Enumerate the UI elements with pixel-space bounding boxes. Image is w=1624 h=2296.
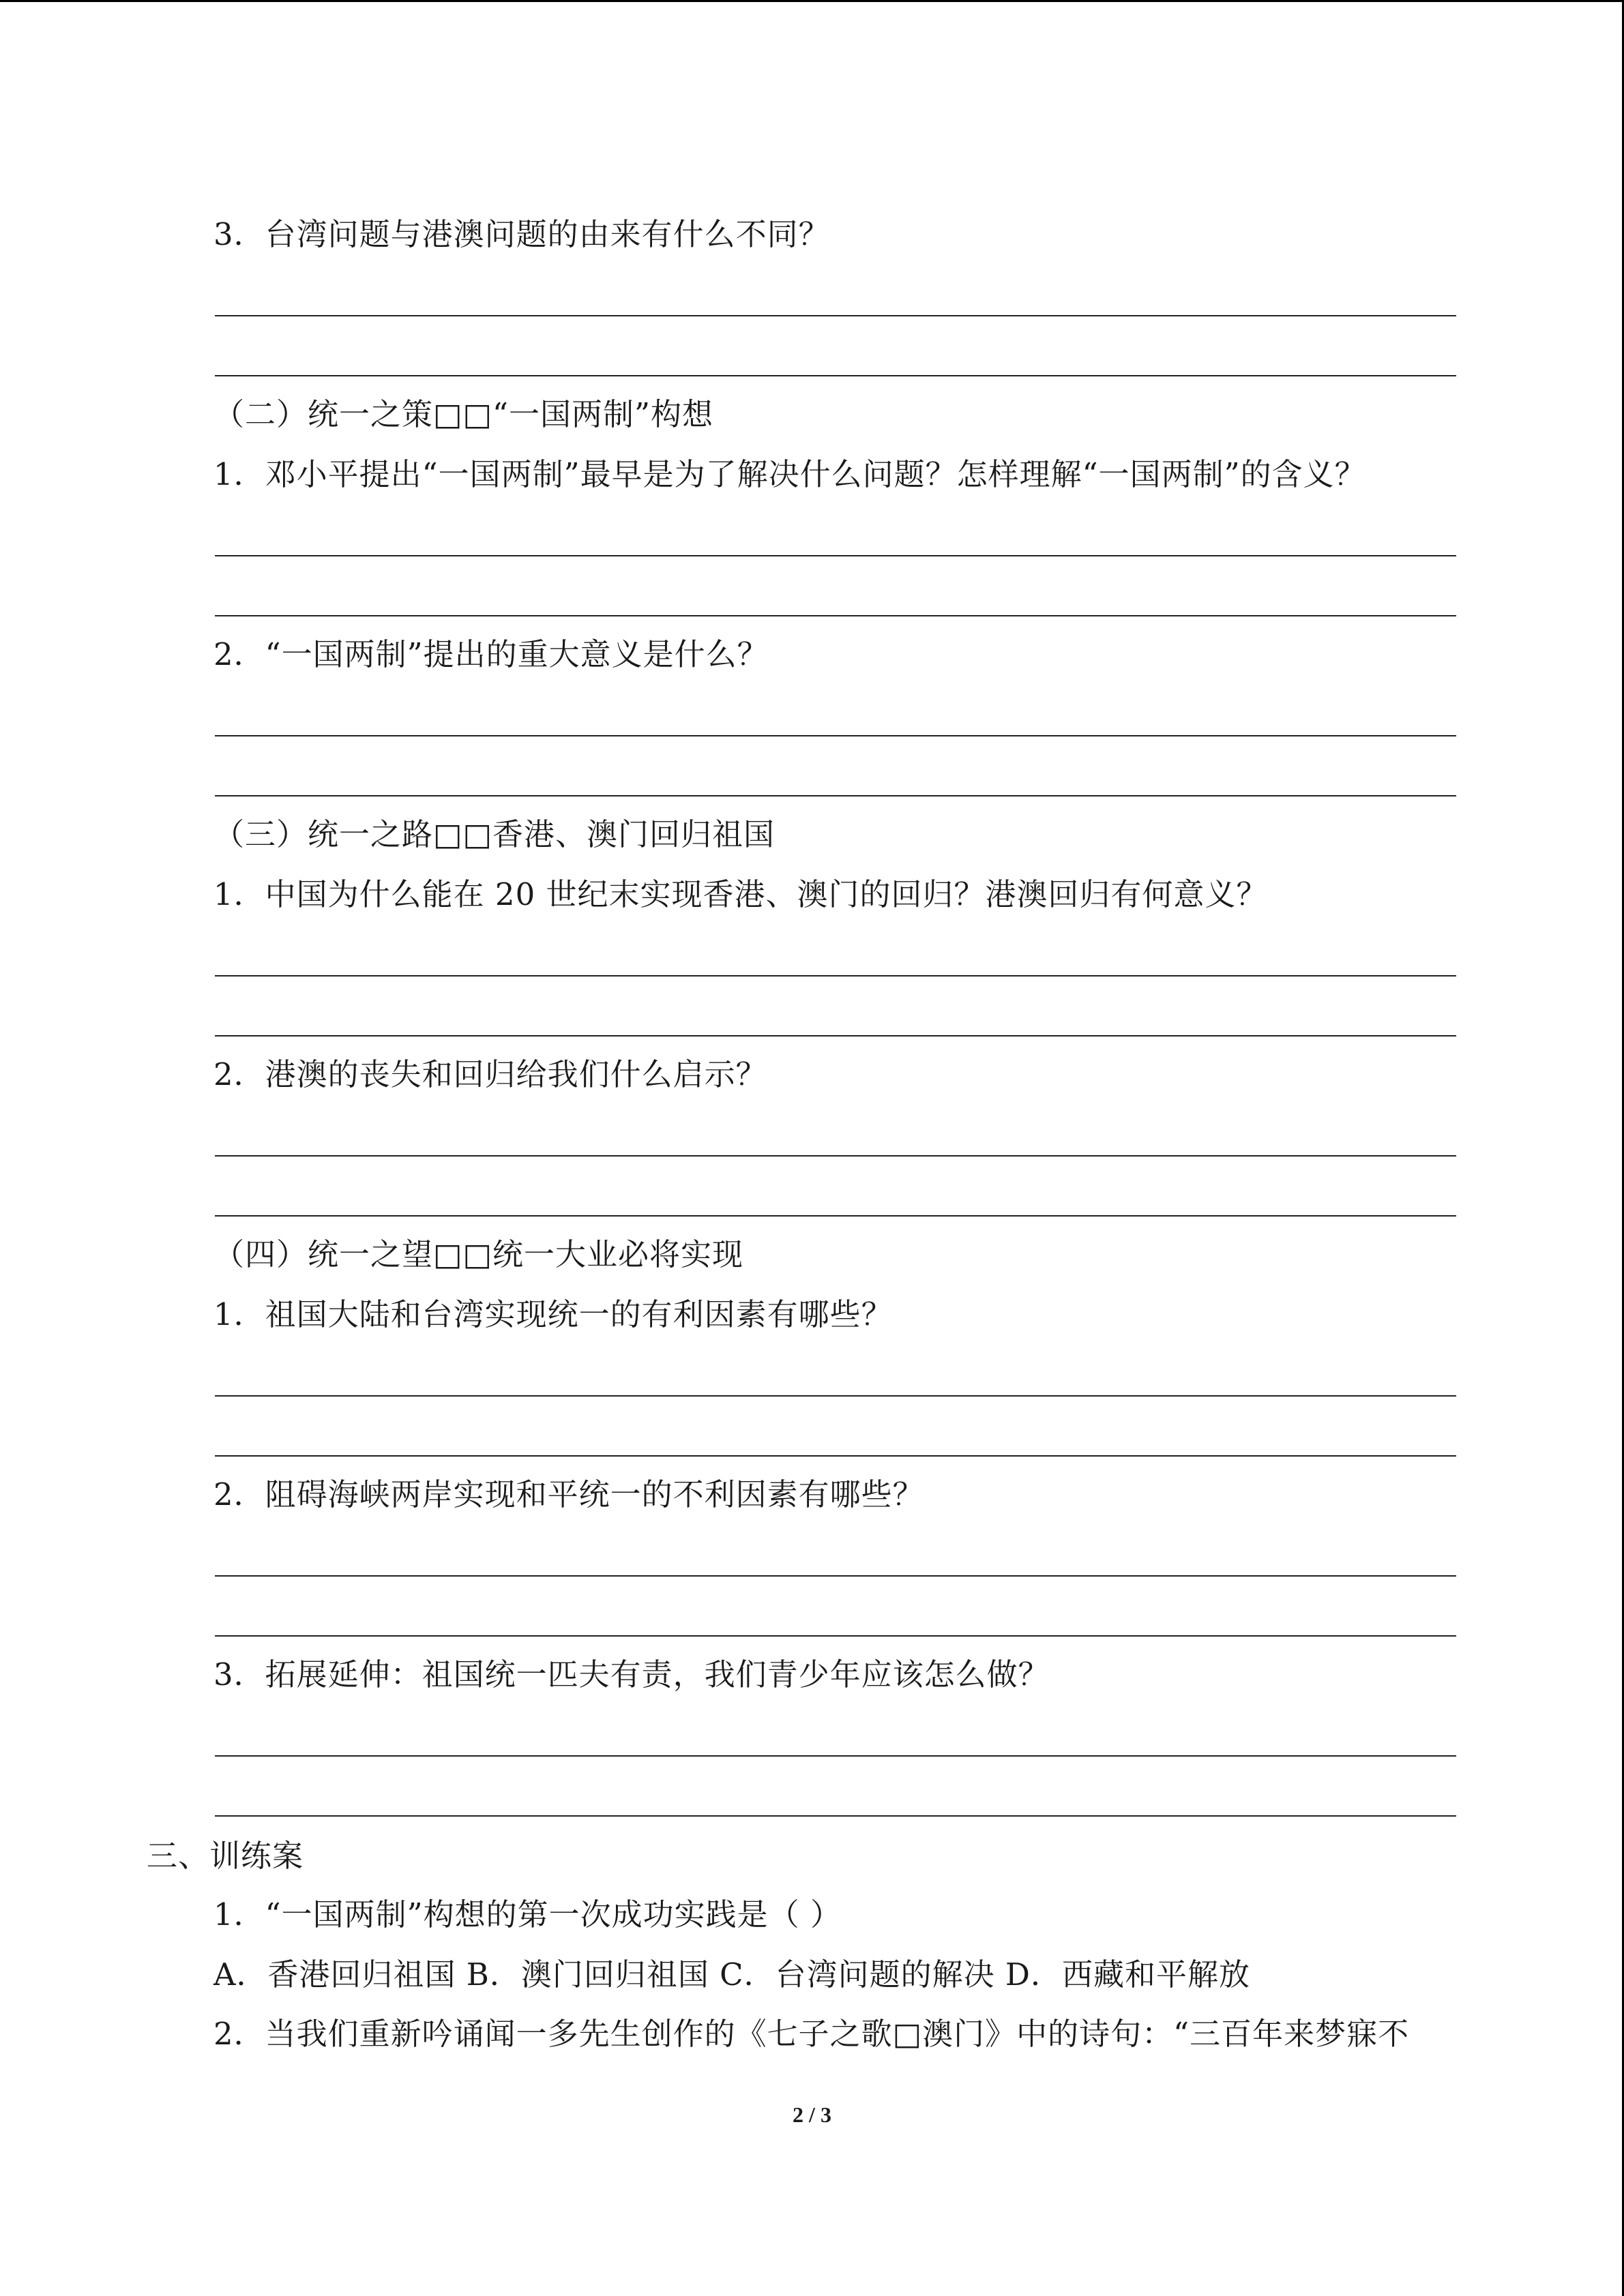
answer-line [215, 1575, 1456, 1577]
question-text: 2．当我们重新吟诵闻一多先生创作的《七子之歌□澳门》中的诗句：“三百年来梦寐不 [213, 2016, 1410, 2052]
answer-line [215, 315, 1456, 316]
answer-line [215, 1215, 1456, 1217]
answer-line [215, 795, 1456, 796]
page-border-top [0, 0, 1624, 2]
answer-line [215, 1395, 1456, 1397]
question-text: 3．拓展延伸：祖国统一匹夫有责，我们青少年应该怎么做？ [213, 1656, 1050, 1693]
part-heading: 三、训练案 [147, 1838, 304, 1874]
section-heading: （三）统一之路□□香港、澳门回归祖国 [213, 816, 776, 852]
answer-line [215, 1035, 1456, 1037]
section-heading: （二）统一之策□□“一国两制”构想 [213, 396, 714, 432]
question-text: 1．邓小平提出“一国两制”最早是为了解决什么问题？怎样理解“一国两制”的含义？ [213, 456, 1366, 492]
question-text: 2．“一国两制”提出的重大意义是什么？ [213, 636, 769, 672]
answer-line [215, 555, 1456, 556]
question-text: 2．港澳的丧失和回归给我们什么启示？ [213, 1056, 767, 1092]
question-text: 1．“一国两制”构想的第一次成功实践是（ ） [213, 1896, 842, 1933]
page-number: 2 / 3 [793, 2102, 831, 2127]
answer-line [215, 1155, 1456, 1157]
answer-line [215, 615, 1456, 616]
answer-line [215, 1755, 1456, 1757]
section-heading: （四）统一之望□□统一大业必将实现 [213, 1236, 744, 1272]
answer-line [215, 735, 1456, 736]
answer-line [215, 1455, 1456, 1457]
question-text: 1．中国为什么能在 20 世纪末实现香港、澳门的回归？港澳回归有何意义？ [213, 876, 1268, 912]
question-text: 1．祖国大陆和台湾实现统一的有利因素有哪些？ [213, 1296, 893, 1332]
answer-options: A．香港回归祖国 B．澳门回归祖国 C．台湾问题的解决 D．西藏和平解放 [213, 1956, 1250, 1993]
answer-line [215, 1635, 1456, 1637]
answer-line [215, 975, 1456, 976]
answer-line [215, 375, 1456, 376]
question-text: 2．阻碍海峡两岸实现和平统一的不利因素有哪些？ [213, 1476, 924, 1512]
answer-line [215, 1815, 1456, 1817]
question-text: 3．台湾问题与港澳问题的由来有什么不同？ [213, 216, 830, 252]
